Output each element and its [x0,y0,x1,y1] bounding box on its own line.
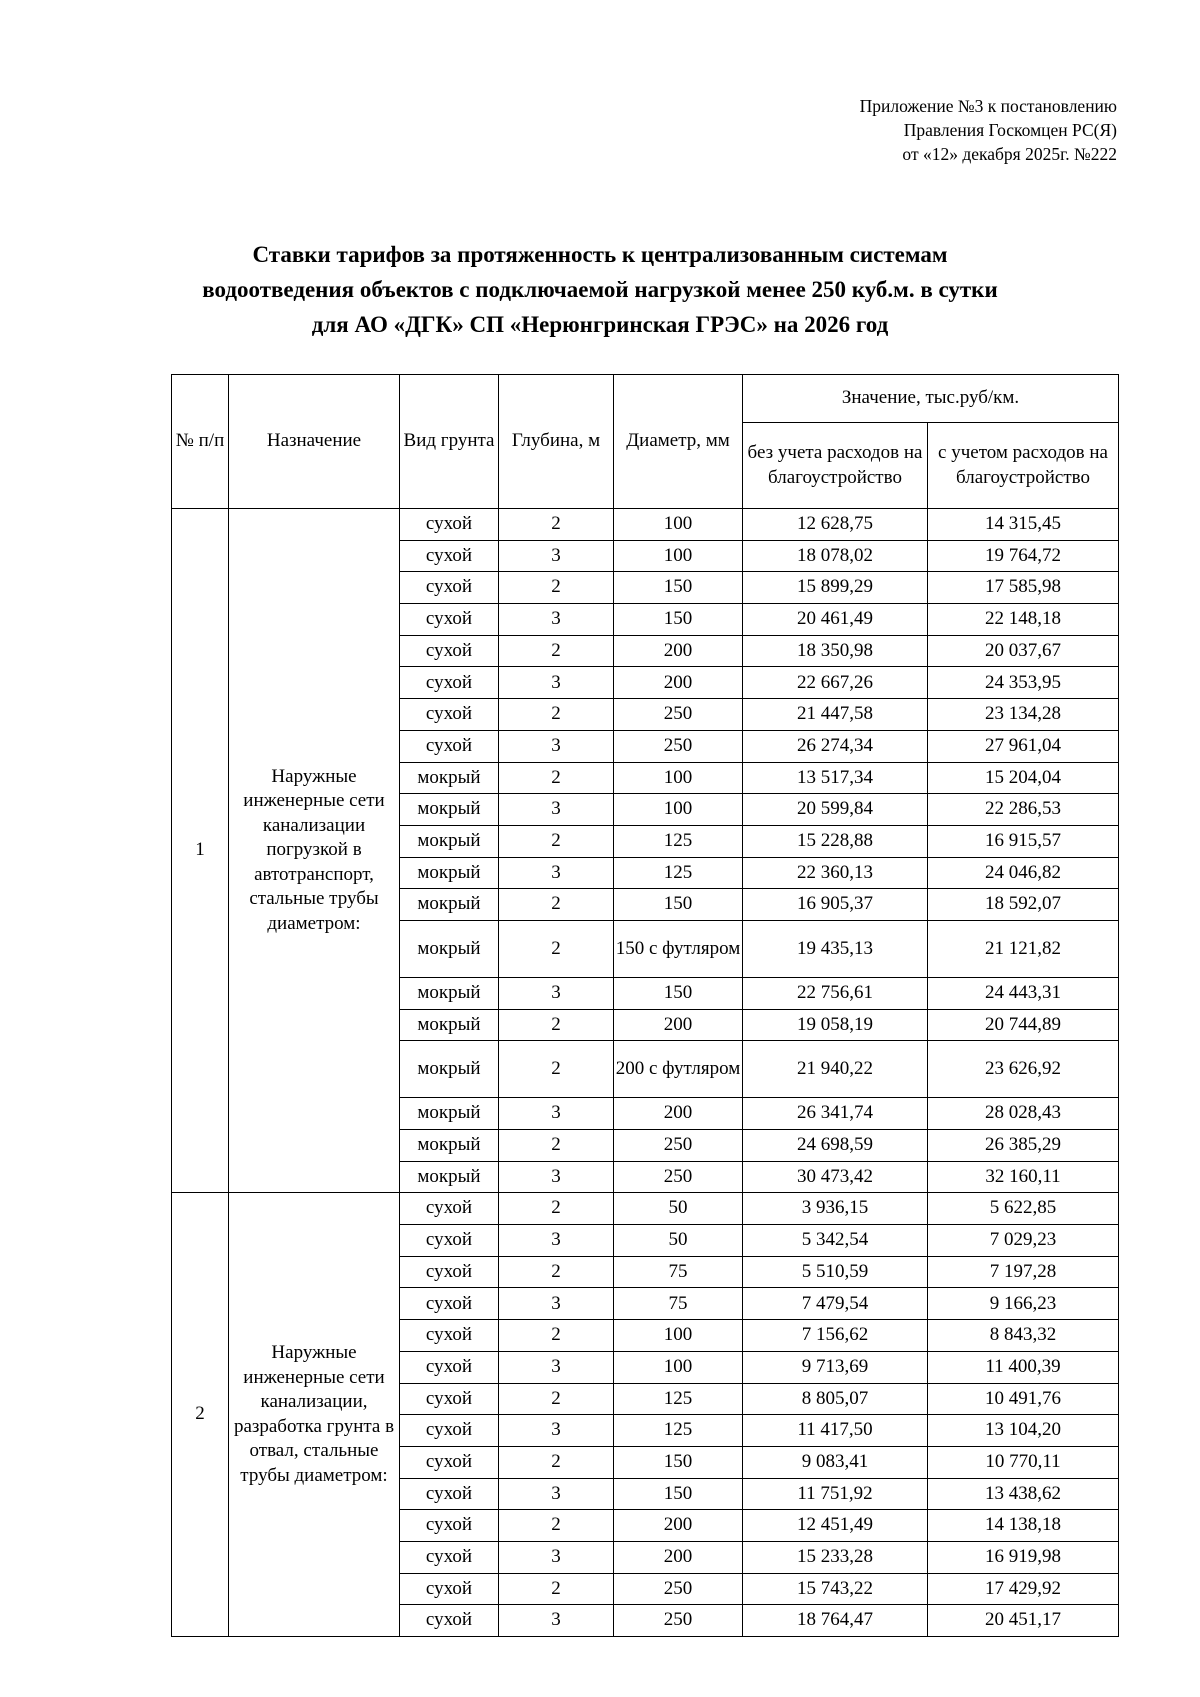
cell-depth: 2 [499,1256,614,1288]
cell-value-without: 3 936,15 [743,1193,928,1225]
cell-value-with: 21 121,82 [928,920,1119,977]
cell-depth: 2 [499,1510,614,1542]
cell-diameter: 125 [614,1415,743,1447]
cell-value-with: 20 451,17 [928,1605,1119,1637]
cell-value-with: 23 134,28 [928,699,1119,731]
cell-value-with: 18 592,07 [928,889,1119,921]
cell-value-without: 30 473,42 [743,1161,928,1193]
cell-value-without: 22 756,61 [743,977,928,1009]
cell-depth: 3 [499,1415,614,1447]
appendix-line-3: от «12» декабря 2025г. №222 [902,144,1117,164]
cell-depth: 2 [499,1193,614,1225]
cell-soil: сухой [400,1351,499,1383]
cell-diameter: 150 [614,1478,743,1510]
cell-depth: 3 [499,977,614,1009]
cell-value-with: 16 919,98 [928,1541,1119,1573]
cell-depth: 3 [499,667,614,699]
cell-value-with: 13 438,62 [928,1478,1119,1510]
cell-value-without: 5 510,59 [743,1256,928,1288]
cell-diameter: 100 [614,762,743,794]
cell-soil: мокрый [400,1041,499,1098]
cell-value-with: 26 385,29 [928,1130,1119,1162]
cell-depth: 3 [499,794,614,826]
cell-diameter: 150 [614,889,743,921]
cell-diameter: 125 [614,857,743,889]
title-line-3: для АО «ДГК» СП «Нерюнгринская ГРЭС» на 2026 год [311,312,889,337]
cell-value-with: 27 961,04 [928,730,1119,762]
cell-diameter: 200 с футляром [614,1041,743,1098]
cell-soil: сухой [400,1193,499,1225]
cell-depth: 2 [499,1446,614,1478]
cell-soil: сухой [400,635,499,667]
cell-soil: мокрый [400,977,499,1009]
cell-value-with: 7 197,28 [928,1256,1119,1288]
group-number: 1 [172,509,229,1193]
cell-soil: сухой [400,604,499,636]
cell-soil: сухой [400,1256,499,1288]
cell-value-with: 20 744,89 [928,1009,1119,1041]
cell-value-with: 17 429,92 [928,1573,1119,1605]
cell-value-with: 22 286,53 [928,794,1119,826]
cell-value-without: 12 451,49 [743,1510,928,1542]
cell-soil: мокрый [400,762,499,794]
cell-diameter: 150 [614,604,743,636]
title-line-2: водоотведения объектов с подключаемой нагрузкой менее 250 куб.м. в сутки [202,277,998,302]
cell-value-without: 20 461,49 [743,604,928,636]
cell-diameter: 200 [614,1510,743,1542]
header-without-improvement: без учета расходов на благоустройство [743,423,928,509]
cell-value-with: 13 104,20 [928,1415,1119,1447]
cell-value-without: 24 698,59 [743,1130,928,1162]
appendix-line-1: Приложение №3 к постановлению [859,96,1117,116]
cell-depth: 2 [499,699,614,731]
cell-value-without: 18 350,98 [743,635,928,667]
cell-value-with: 14 138,18 [928,1510,1119,1542]
cell-value-with: 8 843,32 [928,1320,1119,1352]
cell-value-with: 10 770,11 [928,1446,1119,1478]
table-row [172,509,1119,541]
group-purpose: Наружные инженерные сети канализации, разработка грунта в отвал, стальные трубы диаметром: [229,1193,400,1637]
cell-diameter: 150 [614,572,743,604]
cell-soil: мокрый [400,889,499,921]
table-body [172,509,1119,1637]
cell-depth: 3 [499,604,614,636]
cell-soil: сухой [400,1415,499,1447]
cell-soil: мокрый [400,825,499,857]
cell-value-with: 17 585,98 [928,572,1119,604]
cell-depth: 3 [499,1478,614,1510]
cell-soil: мокрый [400,1161,499,1193]
cell-depth: 3 [499,540,614,572]
cell-diameter: 200 [614,635,743,667]
cell-value-without: 19 058,19 [743,1009,928,1041]
cell-value-with: 32 160,11 [928,1161,1119,1193]
cell-soil: сухой [400,1573,499,1605]
cell-soil: сухой [400,1446,499,1478]
cell-value-without: 22 667,26 [743,667,928,699]
cell-value-without: 12 628,75 [743,509,928,541]
cell-depth: 3 [499,1098,614,1130]
cell-diameter: 250 [614,730,743,762]
cell-value-without: 18 078,02 [743,540,928,572]
cell-soil: сухой [400,1478,499,1510]
cell-diameter: 75 [614,1256,743,1288]
cell-soil: мокрый [400,794,499,826]
cell-value-without: 20 599,84 [743,794,928,826]
cell-depth: 2 [499,509,614,541]
cell-value-with: 7 029,23 [928,1225,1119,1257]
cell-depth: 2 [499,1383,614,1415]
appendix-reference [860,94,1117,166]
cell-depth: 3 [499,857,614,889]
cell-depth: 3 [499,1288,614,1320]
cell-diameter: 100 [614,794,743,826]
cell-soil: мокрый [400,1009,499,1041]
cell-value-with: 19 764,72 [928,540,1119,572]
document-title [150,237,1050,342]
cell-value-without: 9 083,41 [743,1446,928,1478]
cell-depth: 2 [499,889,614,921]
header-value: Значение, тыс.руб/км. [743,375,1119,423]
cell-depth: 2 [499,1573,614,1605]
cell-value-with: 24 353,95 [928,667,1119,699]
cell-soil: сухой [400,730,499,762]
cell-soil: мокрый [400,1098,499,1130]
cell-value-with: 14 315,45 [928,509,1119,541]
cell-diameter: 250 [614,1573,743,1605]
cell-value-without: 21 940,22 [743,1041,928,1098]
table-row [172,1193,1119,1225]
cell-depth: 2 [499,825,614,857]
cell-value-without: 5 342,54 [743,1225,928,1257]
cell-depth: 3 [499,1351,614,1383]
cell-diameter: 250 [614,699,743,731]
cell-soil: сухой [400,1541,499,1573]
cell-diameter: 200 [614,1541,743,1573]
header-num: № п/п [172,375,229,509]
cell-depth: 2 [499,1320,614,1352]
cell-depth: 2 [499,920,614,977]
cell-diameter: 200 [614,1009,743,1041]
cell-value-without: 13 517,34 [743,762,928,794]
cell-soil: сухой [400,1225,499,1257]
cell-diameter: 250 [614,1605,743,1637]
tariff-table [171,374,1119,1637]
cell-value-with: 23 626,92 [928,1041,1119,1098]
cell-value-without: 19 435,13 [743,920,928,977]
cell-soil: сухой [400,1605,499,1637]
cell-depth: 2 [499,635,614,667]
cell-diameter: 250 [614,1161,743,1193]
cell-value-without: 21 447,58 [743,699,928,731]
group-number: 2 [172,1193,229,1637]
cell-soil: сухой [400,540,499,572]
table-header [172,375,1119,509]
cell-soil: мокрый [400,857,499,889]
cell-value-with: 5 622,85 [928,1193,1119,1225]
cell-value-with: 11 400,39 [928,1351,1119,1383]
cell-diameter: 100 [614,509,743,541]
cell-value-without: 7 479,54 [743,1288,928,1320]
cell-diameter: 150 [614,1446,743,1478]
group-purpose: Наружные инженерные сети канализации погрузкой в автотранспорт, стальные трубы диаметром: [229,509,400,1193]
cell-value-with: 28 028,43 [928,1098,1119,1130]
cell-value-with: 9 166,23 [928,1288,1119,1320]
cell-diameter: 250 [614,1130,743,1162]
cell-value-without: 15 233,28 [743,1541,928,1573]
cell-diameter: 200 [614,1098,743,1130]
cell-value-with: 16 915,57 [928,825,1119,857]
cell-soil: сухой [400,1320,499,1352]
cell-depth: 3 [499,1161,614,1193]
header-soil: Вид грунта [400,375,499,509]
cell-diameter: 200 [614,667,743,699]
cell-value-without: 8 805,07 [743,1383,928,1415]
cell-value-without: 15 228,88 [743,825,928,857]
cell-value-without: 18 764,47 [743,1605,928,1637]
cell-depth: 3 [499,1605,614,1637]
cell-value-with: 15 204,04 [928,762,1119,794]
cell-soil: сухой [400,509,499,541]
title-line-1: Ставки тарифов за протяженность к централизованным системам [252,242,948,267]
cell-soil: сухой [400,699,499,731]
header-depth: Глубина, м [499,375,614,509]
cell-depth: 3 [499,1225,614,1257]
cell-diameter: 125 [614,825,743,857]
cell-diameter: 100 [614,540,743,572]
header-purpose: Назначение [229,375,400,509]
cell-value-without: 26 341,74 [743,1098,928,1130]
appendix-line-2: Правления Госкомцен РС(Я) [903,120,1117,140]
cell-value-with: 10 491,76 [928,1383,1119,1415]
cell-value-without: 16 905,37 [743,889,928,921]
cell-diameter: 100 [614,1351,743,1383]
cell-value-with: 20 037,67 [928,635,1119,667]
cell-depth: 3 [499,1541,614,1573]
cell-depth: 2 [499,762,614,794]
cell-diameter: 50 [614,1193,743,1225]
cell-soil: мокрый [400,1130,499,1162]
cell-diameter: 100 [614,1320,743,1352]
cell-value-with: 24 046,82 [928,857,1119,889]
cell-value-without: 26 274,34 [743,730,928,762]
cell-soil: сухой [400,1510,499,1542]
cell-value-without: 22 360,13 [743,857,928,889]
cell-value-without: 15 743,22 [743,1573,928,1605]
cell-soil: сухой [400,1383,499,1415]
cell-depth: 2 [499,1130,614,1162]
cell-value-with: 24 443,31 [928,977,1119,1009]
cell-value-without: 15 899,29 [743,572,928,604]
cell-diameter: 125 [614,1383,743,1415]
cell-soil: сухой [400,1288,499,1320]
cell-diameter: 75 [614,1288,743,1320]
header-with-improvement: с учетом расходов на благоустройство [928,423,1119,509]
cell-diameter: 150 [614,977,743,1009]
cell-diameter: 150 с футляром [614,920,743,977]
cell-diameter: 50 [614,1225,743,1257]
cell-value-without: 11 751,92 [743,1478,928,1510]
cell-depth: 2 [499,1009,614,1041]
cell-depth: 2 [499,572,614,604]
cell-depth: 2 [499,1041,614,1098]
cell-value-without: 7 156,62 [743,1320,928,1352]
cell-soil: сухой [400,572,499,604]
cell-value-without: 9 713,69 [743,1351,928,1383]
cell-soil: мокрый [400,920,499,977]
cell-value-with: 22 148,18 [928,604,1119,636]
cell-soil: сухой [400,667,499,699]
header-diameter: Диаметр, мм [614,375,743,509]
cell-depth: 3 [499,730,614,762]
cell-value-without: 11 417,50 [743,1415,928,1447]
